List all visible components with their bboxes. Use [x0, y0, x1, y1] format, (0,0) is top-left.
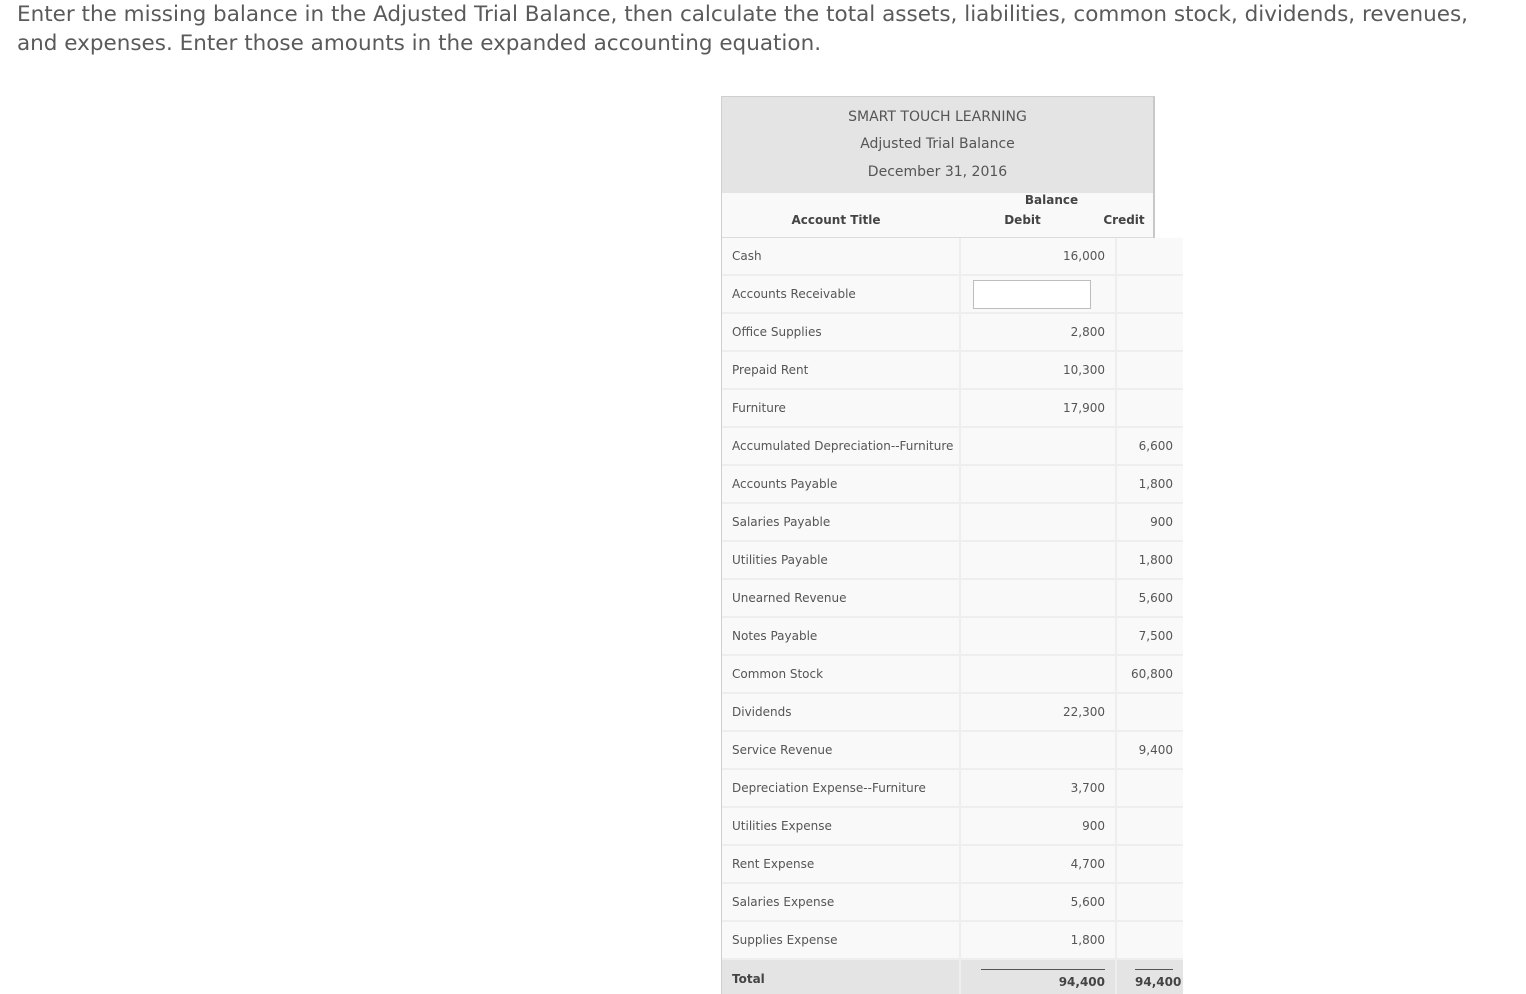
- account-title-cell: Depreciation Expense--Furniture: [722, 769, 960, 807]
- credit-cell: 1,800: [1116, 465, 1183, 503]
- table-row: [722, 427, 1183, 465]
- credit-cell: [1116, 807, 1183, 845]
- account-title-cell: Notes Payable: [722, 617, 960, 655]
- table-row: [722, 275, 1183, 313]
- table-row: [722, 351, 1183, 389]
- debit-cell: [960, 503, 1116, 541]
- credit-cell: 9,400: [1116, 731, 1183, 769]
- table-row: [722, 921, 1183, 959]
- credit-cell: 900: [1116, 503, 1183, 541]
- table-row: [722, 655, 1183, 693]
- account-title-cell: Common Stock: [722, 655, 960, 693]
- table-row: [722, 238, 1183, 275]
- credit-cell: 1,800: [1116, 541, 1183, 579]
- account-title-cell: Service Revenue: [722, 731, 960, 769]
- account-title-cell: Accounts Receivable: [722, 275, 960, 313]
- debit-cell: 900: [960, 807, 1116, 845]
- debit-cell: [960, 617, 1116, 655]
- account-title-cell: Prepaid Rent: [722, 351, 960, 389]
- account-title-cell: Office Supplies: [722, 313, 960, 351]
- debit-cell: [960, 465, 1116, 503]
- table-row: [722, 807, 1183, 845]
- credit-cell: [1116, 238, 1183, 275]
- credit-header: Credit: [1103, 213, 1145, 227]
- debit-cell: [960, 427, 1116, 465]
- account-title-cell: Unearned Revenue: [722, 579, 960, 617]
- credit-cell: [1116, 351, 1183, 389]
- total-debit-cell: [960, 959, 1116, 994]
- credit-cell: 5,600: [1116, 579, 1183, 617]
- table-row: [722, 731, 1183, 769]
- debit-header: Debit: [1004, 213, 1041, 227]
- debit-cell: [960, 655, 1116, 693]
- instructions-text: Enter the missing balance in the Adjusted Trial Balance, then calculate the total assets, liabilities, common stock, dividends, revenues, and expenses. Enter those amounts in the expanded accounting equation.: [17, 2, 1469, 56]
- total-debit-value: 94,400: [981, 969, 1105, 989]
- statement-title: Adjusted Trial Balance: [860, 136, 1015, 152]
- adjusted-trial-balance-table: [721, 96, 1182, 994]
- credit-cell: 60,800: [1116, 655, 1183, 693]
- account-title-cell: Salaries Expense: [722, 883, 960, 921]
- debit-cell: [960, 541, 1116, 579]
- company-name: SMART TOUCH LEARNING: [848, 109, 1027, 125]
- table-row: [722, 389, 1183, 427]
- table-row: [722, 503, 1183, 541]
- table-row: [722, 313, 1183, 351]
- account-title-cell: Salaries Payable: [722, 503, 960, 541]
- credit-cell: [1116, 275, 1183, 313]
- credit-cell: [1116, 313, 1183, 351]
- account-title-header: Account Title: [791, 213, 881, 227]
- table-row: [722, 579, 1183, 617]
- debit-cell: 3,700: [960, 769, 1116, 807]
- column-headers: [722, 193, 1153, 238]
- credit-cell: 7,500: [1116, 617, 1183, 655]
- total-label: Total: [722, 959, 960, 994]
- table-row: [722, 541, 1183, 579]
- credit-cell: [1116, 921, 1183, 959]
- debit-cell: 1,800: [960, 921, 1116, 959]
- debit-cell: 4,700: [960, 845, 1116, 883]
- accounts-receivable-debit-input[interactable]: [973, 280, 1091, 309]
- credit-cell: [1116, 769, 1183, 807]
- table-row: [722, 465, 1183, 503]
- credit-cell: [1116, 693, 1183, 731]
- table-row: [722, 693, 1183, 731]
- credit-cell: 6,600: [1116, 427, 1183, 465]
- debit-cell: [960, 579, 1116, 617]
- debit-cell: 10,300: [960, 351, 1116, 389]
- total-credit-value: 94,400: [1135, 969, 1173, 989]
- table-row: [722, 883, 1183, 921]
- statement-date: December 31, 2016: [867, 164, 1008, 180]
- account-title-cell: Rent Expense: [722, 845, 960, 883]
- table-row: [722, 769, 1183, 807]
- credit-cell: [1116, 883, 1183, 921]
- debit-cell: 5,600: [960, 883, 1116, 921]
- total-credit-cell: [1116, 959, 1183, 994]
- account-title-cell: Supplies Expense: [722, 921, 960, 959]
- debit-cell: 17,900: [960, 389, 1116, 427]
- table-row: [722, 617, 1183, 655]
- debit-cell: [960, 731, 1116, 769]
- account-title-cell: Utilities Expense: [722, 807, 960, 845]
- credit-cell: [1116, 389, 1183, 427]
- debit-cell: 16,000: [960, 238, 1116, 275]
- debit-cell: [960, 275, 1116, 313]
- table-header: [722, 97, 1153, 193]
- balance-header: Balance: [1024, 193, 1079, 207]
- account-title-cell: Utilities Payable: [722, 541, 960, 579]
- account-title-cell: Accounts Payable: [722, 465, 960, 503]
- account-title-cell: Furniture: [722, 389, 960, 427]
- accounts-table: [722, 238, 1183, 994]
- debit-cell: 22,300: [960, 693, 1116, 731]
- account-title-cell: Dividends: [722, 693, 960, 731]
- table-row: [722, 845, 1183, 883]
- account-title-cell: Accumulated Depreciation--Furniture: [722, 427, 960, 465]
- account-title-cell: Cash: [722, 238, 960, 275]
- credit-cell: [1116, 845, 1183, 883]
- total-row: [722, 959, 1183, 994]
- debit-cell: 2,800: [960, 313, 1116, 351]
